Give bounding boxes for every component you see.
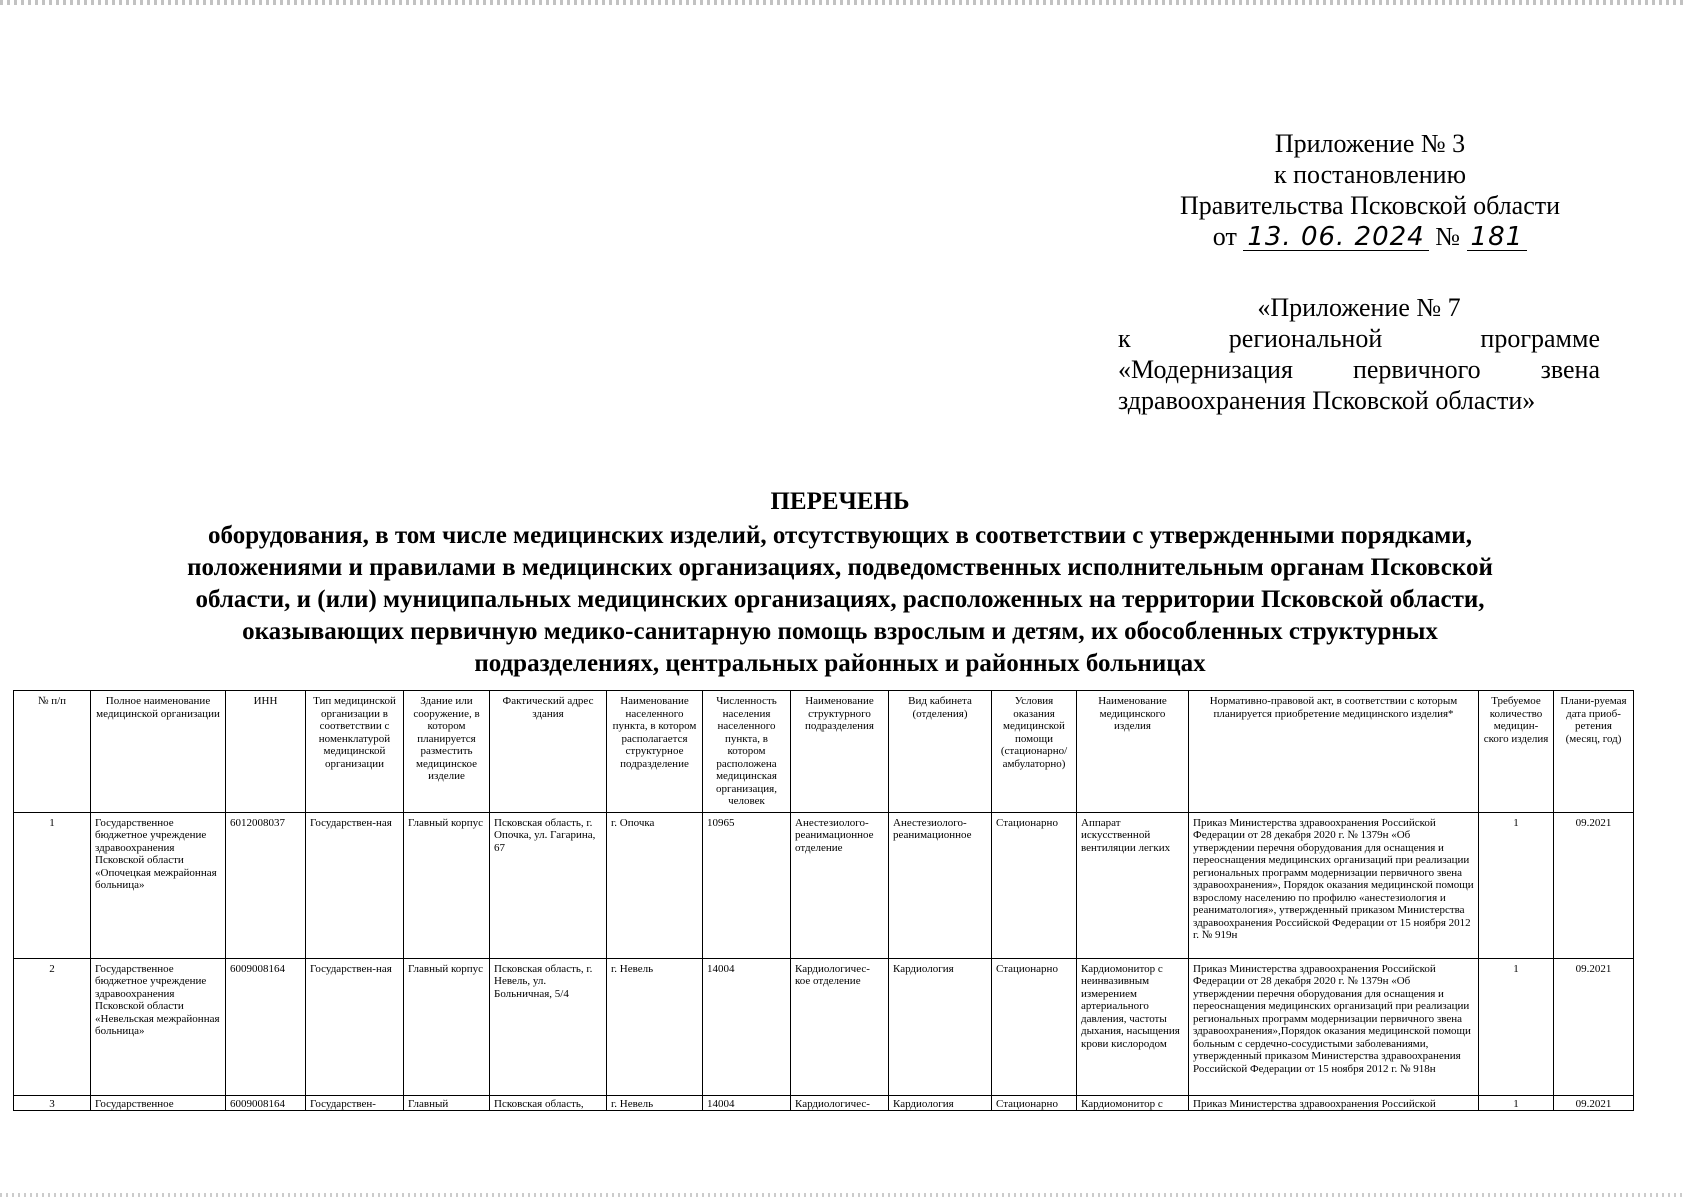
document-title	[90, 486, 1590, 680]
appendix-3-line2: к постановлению	[1273, 160, 1467, 189]
number-prefix: №	[1435, 222, 1461, 251]
appendix-7-word: региональной	[1228, 324, 1383, 353]
header-cell: ИНН	[226, 691, 306, 813]
cell-building: Главный корпус	[404, 812, 490, 958]
cell-device: Кардиомонитор с неинвазивным измерением артериального давления, частоты дыхания, насыщения крови кислородом	[1077, 958, 1189, 1095]
cell-act: Приказ Министерства здравоохранения Российской Федерации от 28 декабря 2020 г. № 1379н «Об утверждении перечня оборудования для оснащения и переоснащения медицинских организаций при реализации региональных программ модернизации первичного звена здравоохранения», Порядок оказания медицинской помощи взрослому населению по профилю «анестезиология и реаниматология», утвержденный приказом Министерства здравоохранения Российской Федерации от 15 ноября 2012 г. № 919н	[1189, 812, 1479, 958]
cell-cabinet: Кардиология	[889, 1095, 992, 1111]
title-line: подразделениях, центральных районных и районных больницах	[474, 650, 1206, 677]
cell-org: Государственное	[91, 1095, 226, 1111]
cell-date: 09.2021	[1554, 812, 1634, 958]
header-cell: Полное наименование медицинской организации	[91, 691, 226, 813]
appendix-7-word: звена	[1540, 355, 1600, 384]
equipment-table	[13, 690, 1634, 1111]
cell-inn: 6009008164	[226, 958, 306, 1095]
cell-population: 14004	[703, 958, 791, 1095]
appendix-7-line3	[1118, 354, 1600, 385]
header-cell: Наименование медицинского изделия	[1077, 691, 1189, 813]
appendix-7-word: к	[1118, 324, 1131, 353]
table-row	[14, 812, 1634, 958]
title-line: оказывающих первичную медико-санитарную помощь взрослым и детям, их обособленных структурных	[242, 618, 1438, 645]
scan-bottom-edge	[0, 1193, 1686, 1197]
handwritten-date: 13. 06. 2024	[1243, 224, 1428, 251]
appendix-7-word: программе	[1480, 324, 1600, 353]
header-cell: Вид кабинета (отделения)	[889, 691, 992, 813]
cell-conditions: Стационарно	[992, 812, 1077, 958]
cell-date: 09.2021	[1554, 1095, 1634, 1111]
cell-inn: 6012008037	[226, 812, 306, 958]
cell-conditions: Стационарно	[992, 1095, 1077, 1111]
appendix-3-date-line	[1213, 221, 1527, 252]
cell-unit: Кардиологичес-кое отделение	[791, 958, 889, 1095]
appendix-3-header	[1150, 128, 1590, 252]
appendix-3-line3: Правительства Псковской области	[1179, 191, 1561, 220]
cell-settlement: г. Невель	[607, 1095, 703, 1111]
header-cell: Фактический адрес здания	[490, 691, 607, 813]
header-cell: Тип медицинской организации в соответствии с номенклатурой медицинской организации	[306, 691, 404, 813]
table-header-row	[14, 691, 1634, 813]
cell-unit: Анестезиолого-реанимационное отделение	[791, 812, 889, 958]
cell-population: 14004	[703, 1095, 791, 1111]
cell-cabinet: Анестезиолого-реанимационное	[889, 812, 992, 958]
appendix-7-header	[1118, 292, 1600, 416]
handwritten-number: 181	[1467, 224, 1528, 251]
cell-qty: 1	[1479, 958, 1554, 1095]
appendix-3-line1: Приложение № 3	[1274, 129, 1466, 158]
appendix-7-line2	[1118, 323, 1600, 354]
title-line: оборудования, в том числе медицинских изделий, отсутствующих в соответствии с утвержденными порядками,	[208, 522, 1472, 549]
header-cell: Наименование структурного подразделения	[791, 691, 889, 813]
header-cell: № п/п	[14, 691, 91, 813]
cell-act: Приказ Министерства здравоохранения Российской	[1189, 1095, 1479, 1111]
header-cell: Требуемое количество медицин-ского изделия	[1479, 691, 1554, 813]
header-cell: Условия оказания медицинской помощи (стационарно/ амбулаторно)	[992, 691, 1077, 813]
cell-unit: Кардиологичес-	[791, 1095, 889, 1111]
header-cell: Нормативно-правовой акт, в соответствии с которым планируется приобретение медицинского изделия*	[1189, 691, 1479, 813]
cell-address: Псковская область, г. Невель, ул. Больничная, 5/4	[490, 958, 607, 1095]
cell-qty: 1	[1479, 1095, 1554, 1111]
scan-top-edge	[0, 0, 1686, 5]
cell-type: Государствен-	[306, 1095, 404, 1111]
header-cell: Численность населения населенного пункта, в котором расположена медицинская организация, человек	[703, 691, 791, 813]
appendix-7-word: «Модернизация	[1118, 355, 1293, 384]
cell-org: Государственное бюджетное учреждение здравоохранения Псковской области «Опочецкая межрайонная больница»	[91, 812, 226, 958]
cell-device: Кардиомонитор с	[1077, 1095, 1189, 1111]
cell-conditions: Стационарно	[992, 958, 1077, 1095]
title-main: ПЕРЕЧЕНЬ	[770, 488, 910, 515]
header-cell: Плани-руемая дата приоб-ретения (месяц, год)	[1554, 691, 1634, 813]
header-cell: Наименование населенного пункта, в котором располагается структурное подразделение	[607, 691, 703, 813]
cell-settlement: г. Невель	[607, 958, 703, 1095]
appendix-7-word: первичного	[1352, 355, 1481, 384]
cell-act: Приказ Министерства здравоохранения Российской Федерации от 28 декабря 2020 г. № 1379н «Об утверждении перечня оборудования для оснащения и переоснащения медицинских организаций при реализации региональных программ модернизации первичного звена здравоохранения»,Порядок оказания медицинской помощи больным с сердечно-сосудистыми заболеваниями, утвержденный приказом Министерства здравоохранения Российской Федерации от 15 ноября 2012 г. № 918н	[1189, 958, 1479, 1095]
title-line: положениями и правилами в медицинских организациях, подведомственных исполнительным органам Псковской	[187, 554, 1493, 581]
appendix-7-line4: здравоохранения Псковской области»	[1118, 386, 1536, 415]
title-line: области, и (или) муниципальных медицинских организациях, расположенных на территории Псковской области,	[195, 586, 1485, 613]
appendix-7-line1: «Приложение № 7	[1257, 293, 1461, 322]
cell-cabinet: Кардиология	[889, 958, 992, 1095]
cell-settlement: г. Опочка	[607, 812, 703, 958]
cell-date: 09.2021	[1554, 958, 1634, 1095]
cell-number: 1	[14, 812, 91, 958]
cell-population: 10965	[703, 812, 791, 958]
cell-number: 2	[14, 958, 91, 1095]
cell-building: Главный	[404, 1095, 490, 1111]
cell-qty: 1	[1479, 812, 1554, 958]
cell-address: Псковская область, г. Опочка, ул. Гагарина, 67	[490, 812, 607, 958]
date-prefix: от	[1212, 222, 1237, 251]
table-row	[14, 958, 1634, 1095]
table-row	[14, 1095, 1634, 1111]
header-cell: Здание или сооружение, в котором планируется разместить медицинское изделие	[404, 691, 490, 813]
cell-address: Псковская область,	[490, 1095, 607, 1111]
cell-type: Государствен-ная	[306, 812, 404, 958]
cell-org: Государственное бюджетное учреждение здравоохранения Псковской области «Невельская межрайонная больница»	[91, 958, 226, 1095]
cell-type: Государствен-ная	[306, 958, 404, 1095]
cell-inn: 6009008164	[226, 1095, 306, 1111]
cell-number: 3	[14, 1095, 91, 1111]
cell-device: Аппарат искусственной вентиляции легких	[1077, 812, 1189, 958]
cell-building: Главный корпус	[404, 958, 490, 1095]
